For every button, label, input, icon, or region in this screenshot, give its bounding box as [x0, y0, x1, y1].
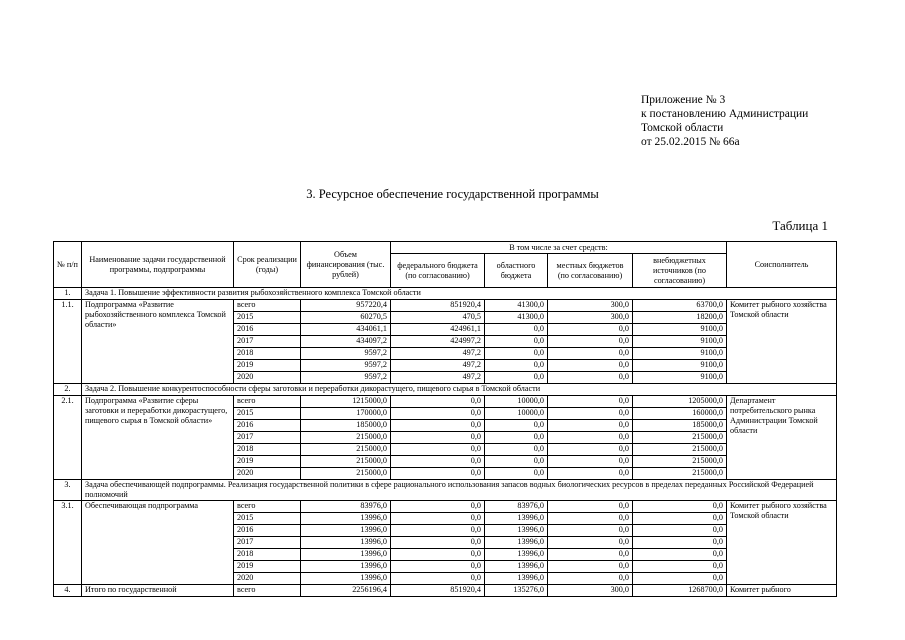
table-row [54, 501, 837, 513]
federal-cell: 497,2 [391, 360, 485, 372]
volume-cell: 13996,0 [301, 525, 391, 537]
volume-cell: 185000,0 [301, 420, 391, 432]
regional-cell: 0,0 [485, 432, 548, 444]
year-cell: 2017 [234, 336, 301, 348]
year-cell: 2017 [234, 432, 301, 444]
appendix-line: Томской области [641, 122, 724, 134]
header-including: В том числе за счет средств: [391, 242, 727, 254]
regional-cell: 13996,0 [485, 549, 548, 561]
regional-cell: 0,0 [485, 420, 548, 432]
extra-cell: 1268700,0 [633, 585, 727, 597]
extra-cell: 0,0 [633, 501, 727, 513]
regional-cell: 13996,0 [485, 525, 548, 537]
volume-cell: 9597,2 [301, 348, 391, 360]
appendix-line: от 25.02.2015 № 66а [641, 136, 740, 148]
appendix-block [641, 93, 808, 149]
row-num: 4. [54, 585, 82, 597]
header-num: № п/п [54, 242, 82, 288]
row-num: 3. [54, 480, 82, 501]
local-cell: 0,0 [548, 396, 633, 408]
extra-cell: 9100,0 [633, 324, 727, 336]
extra-cell: 1205000,0 [633, 396, 727, 408]
regional-cell: 10000,0 [485, 396, 548, 408]
volume-cell: 2256196,4 [301, 585, 391, 597]
regional-cell: 0,0 [485, 456, 548, 468]
federal-cell: 0,0 [391, 525, 485, 537]
regional-cell: 41300,0 [485, 300, 548, 312]
local-cell: 0,0 [548, 348, 633, 360]
federal-cell: 0,0 [391, 549, 485, 561]
volume-cell: 215000,0 [301, 468, 391, 480]
year-cell: всего [234, 585, 301, 597]
federal-cell: 497,2 [391, 348, 485, 360]
regional-cell: 0,0 [485, 372, 548, 384]
regional-cell: 13996,0 [485, 513, 548, 525]
volume-cell: 13996,0 [301, 513, 391, 525]
regional-cell: 0,0 [485, 444, 548, 456]
year-cell: 2020 [234, 573, 301, 585]
federal-cell: 0,0 [391, 396, 485, 408]
local-cell: 0,0 [548, 561, 633, 573]
local-cell: 300,0 [548, 585, 633, 597]
year-cell: 2016 [234, 420, 301, 432]
volume-cell: 215000,0 [301, 444, 391, 456]
subprogram-name: Подпрограмма «Развитие сферы заготовки и переработки дикорастущего, пищевого сырья в Томской области» [82, 396, 234, 480]
federal-cell: 0,0 [391, 537, 485, 549]
federal-cell: 0,0 [391, 561, 485, 573]
volume-cell: 170000,0 [301, 408, 391, 420]
task-text: Задача 2. Повышение конкурентоспособности сферы заготовки и переработки дикорастущего, пищевого сырья в Томской области [82, 384, 837, 396]
volume-cell: 215000,0 [301, 456, 391, 468]
year-cell: 2016 [234, 525, 301, 537]
year-cell: всего [234, 501, 301, 513]
header-federal: федерального бюджета (по согласованию) [391, 254, 485, 288]
extra-cell: 0,0 [633, 573, 727, 585]
regional-cell: 10000,0 [485, 408, 548, 420]
header-regional: областного бюджета [485, 254, 548, 288]
regional-cell: 135276,0 [485, 585, 548, 597]
appendix-line: к постановлению Администрации [641, 108, 809, 120]
extra-cell: 9100,0 [633, 348, 727, 360]
volume-cell: 9597,2 [301, 372, 391, 384]
local-cell: 0,0 [548, 549, 633, 561]
volume-cell: 1215000,0 [301, 396, 391, 408]
year-cell: 2018 [234, 549, 301, 561]
regional-cell: 0,0 [485, 336, 548, 348]
table-row [54, 300, 837, 312]
year-cell: 2019 [234, 561, 301, 573]
extra-cell: 160000,0 [633, 408, 727, 420]
subprogram-name: Обеспечивающая подпрограмма [82, 501, 234, 585]
year-cell: 2018 [234, 444, 301, 456]
row-num: 2. [54, 384, 82, 396]
row-num: 3.1. [54, 501, 82, 585]
local-cell: 0,0 [548, 513, 633, 525]
table-label: Таблица 1 [772, 218, 828, 233]
extra-cell: 0,0 [633, 525, 727, 537]
year-cell: 2016 [234, 324, 301, 336]
row-num: 2.1. [54, 396, 82, 480]
extra-cell: 9100,0 [633, 360, 727, 372]
federal-cell: 0,0 [391, 456, 485, 468]
federal-cell: 424961,1 [391, 324, 485, 336]
task-row [54, 480, 837, 501]
volume-cell: 13996,0 [301, 549, 391, 561]
regional-cell: 13996,0 [485, 561, 548, 573]
local-cell: 0,0 [548, 408, 633, 420]
regional-cell: 41300,0 [485, 312, 548, 324]
extra-cell: 63700,0 [633, 300, 727, 312]
federal-cell: 0,0 [391, 444, 485, 456]
total-name: Итого по государственной [82, 585, 234, 597]
header-coexecutor: Соисполнитель [727, 242, 837, 288]
federal-cell: 0,0 [391, 513, 485, 525]
header-extra: внебюджетных источников (по согласованию) [633, 254, 727, 288]
regional-cell: 83976,0 [485, 501, 548, 513]
year-cell: 2020 [234, 468, 301, 480]
local-cell: 0,0 [548, 501, 633, 513]
volume-cell: 9597,2 [301, 360, 391, 372]
volume-cell: 83976,0 [301, 501, 391, 513]
regional-cell: 0,0 [485, 348, 548, 360]
year-cell: 2015 [234, 408, 301, 420]
year-cell: 2018 [234, 348, 301, 360]
coexecutor-cell: Департамент потребительского рынка Администрации Томской области [727, 396, 837, 480]
header-term: Срок реализации (годы) [234, 242, 301, 288]
extra-cell: 18200,0 [633, 312, 727, 324]
federal-cell: 0,0 [391, 501, 485, 513]
volume-cell: 13996,0 [301, 537, 391, 549]
volume-cell: 60270,5 [301, 312, 391, 324]
local-cell: 0,0 [548, 420, 633, 432]
task-row [54, 384, 837, 396]
federal-cell: 0,0 [391, 468, 485, 480]
year-cell: 2019 [234, 456, 301, 468]
local-cell: 0,0 [548, 336, 633, 348]
year-cell: 2019 [234, 360, 301, 372]
local-cell: 0,0 [548, 444, 633, 456]
volume-cell: 434061,1 [301, 324, 391, 336]
coexecutor-cell: Комитет рыбного хозяйства Томской области [727, 501, 837, 585]
volume-cell: 957220,4 [301, 300, 391, 312]
local-cell: 0,0 [548, 432, 633, 444]
year-cell: 2015 [234, 513, 301, 525]
year-cell: всего [234, 300, 301, 312]
local-cell: 0,0 [548, 456, 633, 468]
year-cell: 2020 [234, 372, 301, 384]
federal-cell: 0,0 [391, 408, 485, 420]
header-local: местных бюджетов (по согласованию) [548, 254, 633, 288]
federal-cell: 0,0 [391, 420, 485, 432]
extra-cell: 0,0 [633, 549, 727, 561]
local-cell: 0,0 [548, 360, 633, 372]
volume-cell: 13996,0 [301, 573, 391, 585]
task-text: Задача 1. Повышение эффективности развития рыбохозяйственного комплекса Томской области [82, 288, 837, 300]
task-text: Задача обеспечивающей подпрограммы. Реализация государственной политики в сфере рационального использования запасов водных биологических ресурсов в пределах переданных Российской Федерацией полномочий [82, 480, 837, 501]
regional-cell: 13996,0 [485, 537, 548, 549]
federal-cell: 470,5 [391, 312, 485, 324]
local-cell: 300,0 [548, 312, 633, 324]
local-cell: 300,0 [548, 300, 633, 312]
extra-cell: 9100,0 [633, 336, 727, 348]
regional-cell: 0,0 [485, 324, 548, 336]
total-row [54, 585, 837, 597]
regional-cell: 13996,0 [485, 573, 548, 585]
local-cell: 0,0 [548, 537, 633, 549]
year-cell: 2015 [234, 312, 301, 324]
local-cell: 0,0 [548, 324, 633, 336]
extra-cell: 215000,0 [633, 432, 727, 444]
federal-cell: 851920,4 [391, 300, 485, 312]
extra-cell: 185000,0 [633, 420, 727, 432]
header-volume: Объем финансирования (тыс. рублей) [301, 242, 391, 288]
coexecutor-cell: Комитет рыбного хозяйства Томской области [727, 300, 837, 384]
resource-table [53, 241, 837, 597]
row-num: 1.1. [54, 300, 82, 384]
year-cell: всего [234, 396, 301, 408]
coexecutor-cell: Комитет рыбного [727, 585, 837, 597]
extra-cell: 0,0 [633, 513, 727, 525]
year-cell: 2017 [234, 537, 301, 549]
federal-cell: 424997,2 [391, 336, 485, 348]
local-cell: 0,0 [548, 372, 633, 384]
regional-cell: 0,0 [485, 468, 548, 480]
task-row [54, 288, 837, 300]
table-row [54, 396, 837, 408]
local-cell: 0,0 [548, 468, 633, 480]
appendix-line: Приложение № 3 [641, 94, 726, 106]
regional-cell: 0,0 [485, 360, 548, 372]
local-cell: 0,0 [548, 525, 633, 537]
local-cell: 0,0 [548, 573, 633, 585]
volume-cell: 434097,2 [301, 336, 391, 348]
federal-cell: 0,0 [391, 432, 485, 444]
row-num: 1. [54, 288, 82, 300]
extra-cell: 215000,0 [633, 468, 727, 480]
volume-cell: 215000,0 [301, 432, 391, 444]
extra-cell: 9100,0 [633, 372, 727, 384]
extra-cell: 0,0 [633, 537, 727, 549]
subprogram-name: Подпрограмма «Развитие рыбохозяйственного комплекса Томской области» [82, 300, 234, 384]
section-title: 3. Ресурсное обеспечение государственной программы [306, 187, 599, 201]
extra-cell: 0,0 [633, 561, 727, 573]
federal-cell: 497,2 [391, 372, 485, 384]
volume-cell: 13996,0 [301, 561, 391, 573]
extra-cell: 215000,0 [633, 444, 727, 456]
federal-cell: 851920,4 [391, 585, 485, 597]
federal-cell: 0,0 [391, 573, 485, 585]
extra-cell: 215000,0 [633, 456, 727, 468]
header-name: Наименование задачи государственной программы, подпрограммы [82, 242, 234, 288]
